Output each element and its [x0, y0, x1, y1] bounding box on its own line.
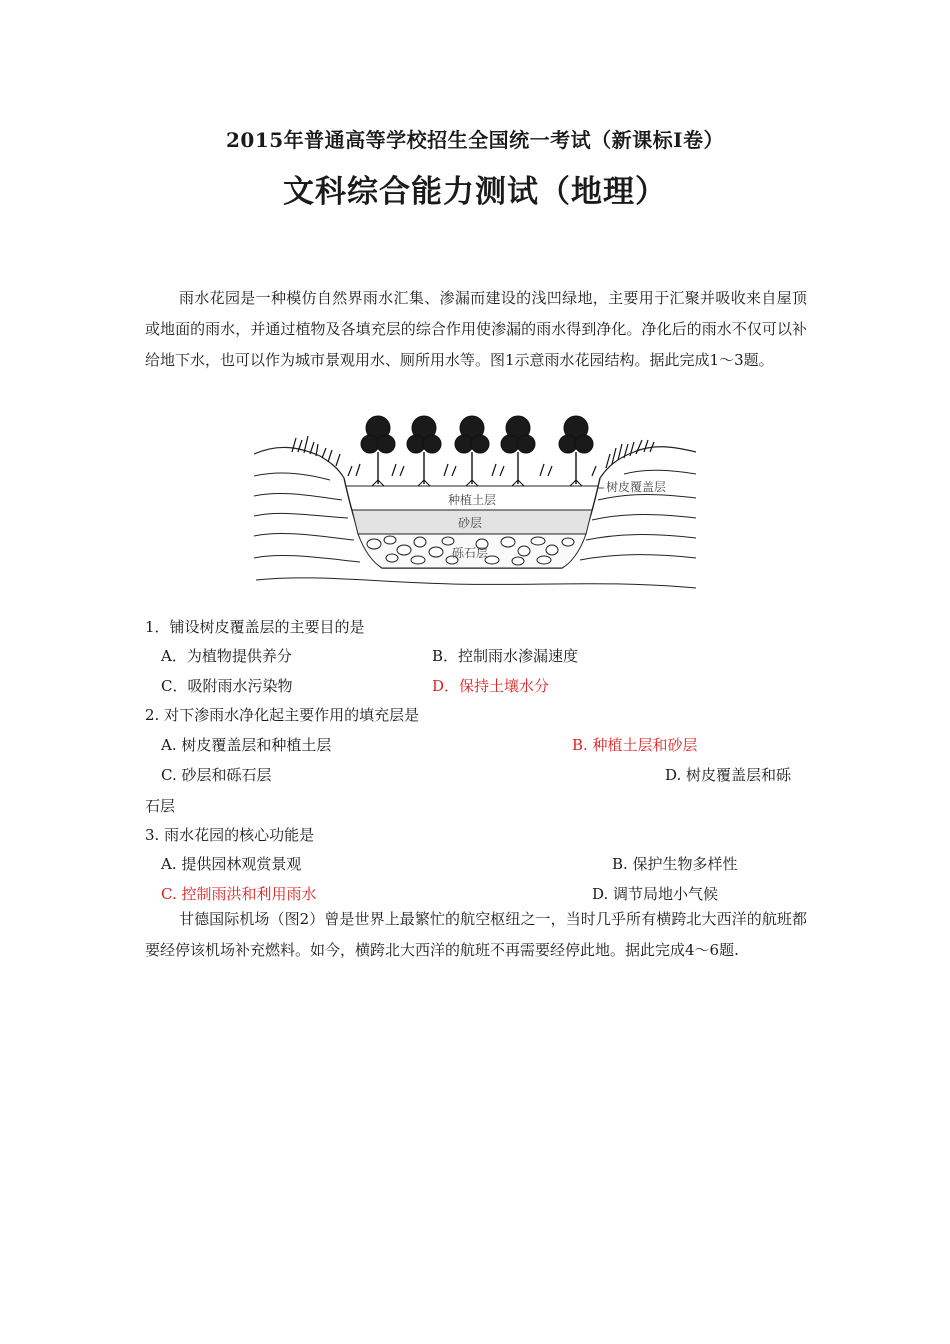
q1-option-b: B．控制雨水渗漏速度	[432, 647, 579, 665]
plant-3	[455, 416, 489, 486]
intro-paragraph: 雨水花园是一种模仿自然界雨水汇集、渗漏而建设的浅凹绿地，主要用于汇聚并吸收来自屋顶或地面的雨水，并通过植物及各填充层的综合作用使渗漏的雨水得到净化。净化后的雨水不仅可以补给地下水，也可以作为城市景观用水、厕所用水等。图1示意雨水花园结构。据此完成1～3题。	[145, 289, 807, 369]
plants	[361, 416, 593, 486]
q2-option-b-answer: B. 种植土层和砂层	[572, 736, 698, 754]
rain-garden-diagram	[252, 404, 698, 594]
label-mulch: 树皮覆盖层	[606, 480, 667, 494]
q2-option-c: C. 砂层和砾石层	[161, 766, 272, 784]
question-2-stem: 2. 对下渗雨水净化起主要作用的填充层是	[145, 706, 420, 724]
q1-option-d-answer: D．保持土壤水分	[432, 677, 550, 695]
q3-option-a: A. 提供园林观赏景观	[161, 855, 302, 873]
question-1-stem: 1．铺设树皮覆盖层的主要目的是	[145, 618, 365, 636]
q3-option-d: D. 调节局地小气候	[592, 885, 719, 903]
plant-1	[361, 416, 395, 486]
q3-option-c-answer: C. 控制雨洪和利用雨水	[161, 885, 317, 903]
plant-2	[407, 416, 441, 486]
plant-5	[559, 416, 593, 486]
exam-subtitle: 文科综合能力测试（地理）	[283, 174, 667, 210]
label-gravel: 砾石层	[452, 546, 489, 560]
right-bank	[600, 447, 696, 478]
closing-paragraph: 甘德国际机场（图2）曾是世界上最繁忙的航空枢纽之一，当时几乎所有横跨北大西洋的航班都要经停该机场补充燃料。如今，横跨北大西洋的航班不再需要经停此地。据此完成4～6题.	[145, 910, 807, 959]
q2-option-a: A. 树皮覆盖层和种植土层	[161, 736, 332, 754]
q1-option-a: A．为植物提供养分	[161, 647, 292, 665]
q1-option-c: C．吸附雨水污染物	[161, 677, 293, 695]
question-3-stem: 3. 雨水花园的核心功能是	[145, 826, 315, 844]
bottom-line	[256, 578, 696, 588]
label-planting-soil: 种植土层	[448, 493, 497, 507]
q3-option-b: B. 保护生物多样性	[612, 855, 738, 873]
left-soil-lines	[254, 473, 360, 562]
plant-4	[501, 416, 535, 486]
label-sand: 砂层	[458, 516, 483, 530]
exam-title: 2015年普通高等学校招生全国统一考试（新课标Ⅰ卷）	[225, 128, 725, 152]
q2-option-d-wrap: 石层	[145, 797, 176, 815]
q2-option-d: D. 树皮覆盖层和砾	[665, 766, 792, 784]
